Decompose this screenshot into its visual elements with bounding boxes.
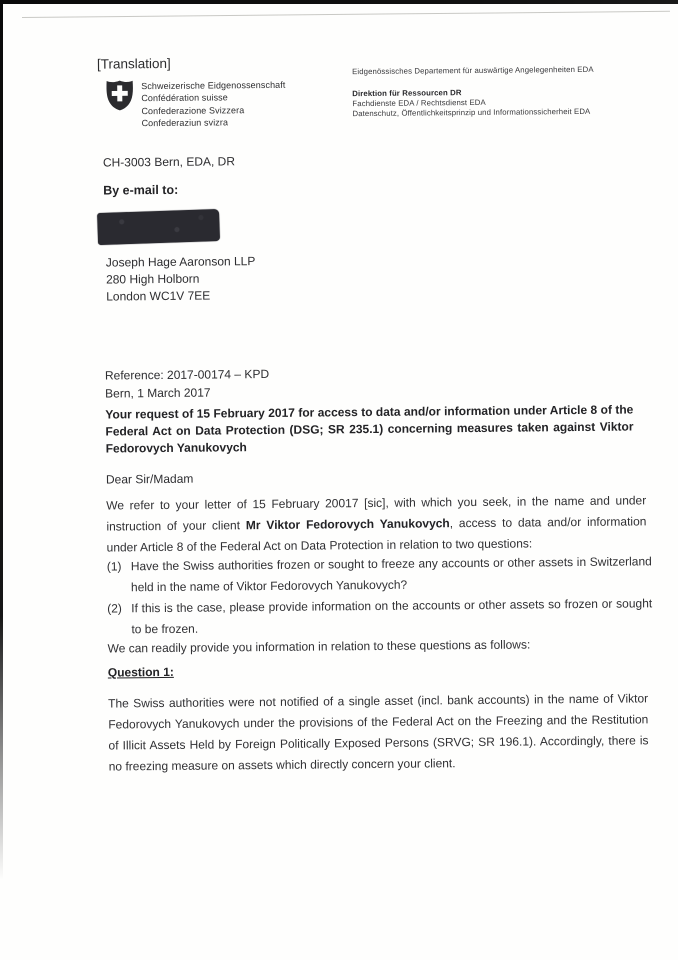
reference-block <box>105 366 269 403</box>
recipient-name: Joseph Hage Aaronson LLP <box>105 254 256 270</box>
redaction-bar <box>97 209 220 245</box>
list-item-2-number: (2) <box>107 601 122 616</box>
salutation: Dear Sir/Madam <box>105 471 194 487</box>
list-item-1-number: (1) <box>106 559 122 574</box>
question-list <box>107 551 653 640</box>
department-name: Eidgenössisches Departement für auswärtige Angelegenheiten EDA <box>352 64 594 77</box>
paragraph-1-text: We refer to your letter of 15 February 20017 [sic], with which you seek, in the name and under instruction of your client <box>106 493 647 534</box>
unit-line-1: Fachdienste EDA / Rechtsdienst EDA <box>352 97 486 109</box>
list-item-2-text: If this is the case, please provide information on the accounts or other assets so frozen or sought to be frozen. <box>131 596 653 637</box>
confederation-name-it: Confederazione Svizzera <box>141 105 245 116</box>
confederation-name-rm: Confederaziun svizra <box>141 117 229 129</box>
direction-name: Direktion für Ressourcen DR <box>352 88 462 99</box>
date-line: Bern, 1 March 2017 <box>105 385 211 401</box>
body-paragraph-2: We can readily provide you information in relation to these questions as follows: <box>107 637 531 656</box>
list-item-1-text: Have the Swiss authorities frozen or sought to freeze any accounts or other assets in Switzerland held in the name of Viktor Fedorovych Yanukovych? <box>130 554 652 595</box>
department-unit-block <box>352 87 590 119</box>
swiss-coat-of-arms-icon <box>105 79 134 116</box>
confederation-name-de: Schweizerische Eidgenossenschaft <box>141 79 286 92</box>
paragraph-1-text-end: , access to data and/or information under Article 8 of the Federal Act on Data Protection in relation to two questions: <box>106 514 647 555</box>
sender-address-line: CH-3003 Bern, EDA, DR <box>102 154 236 170</box>
delivery-method-label: By e-mail to: <box>103 182 179 198</box>
recipient-street: 280 High Holborn <box>105 271 200 287</box>
recipient-address <box>106 253 256 305</box>
question-1-heading: Question 1: <box>107 664 174 680</box>
reference-line: Reference: 2017-00174 – KPD <box>104 366 270 383</box>
body-paragraph-1 <box>106 490 647 558</box>
question-1-paragraph: The Swiss authorities were not notified of a single asset (incl. bank accounts) in the name of Viktor Fedorovych Yanukovych under the provisions of the Federal Act on the Freezing and the Restitution of Illicit Assets Held by Foreign Politically Exposed Persons (SRVG; SR 196.1). Accordingly, there is no freezing measure on assets which directly concern your client. <box>108 691 649 774</box>
client-name-bold: Mr Viktor Fedorovych Yanukovych <box>245 516 450 533</box>
translation-note: [Translation] <box>96 55 171 72</box>
list-item-1 <box>107 551 652 598</box>
confederation-name-block <box>141 79 286 130</box>
subject-heading: Your request of 15 February 2017 for access to data and/or information under Article 8 of the Federal Act on Data Protection (DSG; SR 235.1) concerning measures taken against Viktor Fedorovych Yanukovych <box>105 402 634 456</box>
confederation-name-fr: Confédération suisse <box>141 92 228 104</box>
unit-line-2: Datenschutz, Öffentlichkeitsprinzip und Informationssicherheit EDA <box>352 106 591 119</box>
recipient-city: London WC1V 7EE <box>106 288 211 304</box>
